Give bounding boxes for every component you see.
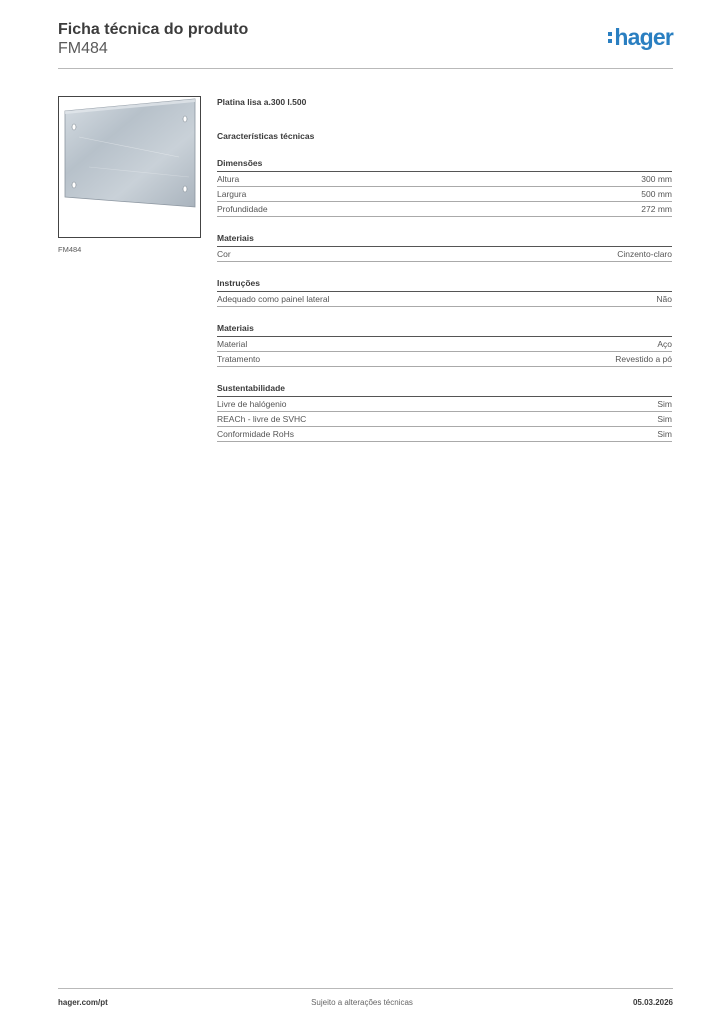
product-image [58, 96, 201, 238]
footer-date: 05.03.2026 [632, 998, 673, 1007]
spec-row [217, 337, 672, 352]
specs-title: Características técnicas [217, 131, 315, 141]
spec-section-dimensions [217, 157, 672, 217]
spec-row [217, 412, 672, 427]
spec-value: Cinzento-claro [617, 249, 672, 259]
spec-label: Conformidade RoHs [217, 429, 295, 439]
hager-logo [608, 26, 673, 49]
spec-value: Sim [657, 414, 672, 424]
section-heading: Materiais [217, 232, 672, 247]
spec-value: 272 mm [641, 204, 672, 214]
document-title: Ficha técnica do produto [58, 21, 249, 38]
spec-value: Sim [657, 399, 672, 409]
page-header [58, 20, 673, 70]
spec-label: Tratamento [217, 354, 261, 364]
spec-label: Altura [217, 174, 240, 184]
footer-note: Sujeito a alterações técnicas [311, 998, 413, 1007]
spec-label: Profundidade [217, 204, 268, 214]
spec-section-materials [217, 322, 672, 367]
spec-label: REACh - livre de SVHC [217, 414, 307, 424]
spec-label: Largura [217, 189, 247, 199]
spec-row [217, 172, 672, 187]
spec-label: Cor [217, 249, 231, 259]
spec-value: 300 mm [641, 174, 672, 184]
spec-row [217, 352, 672, 367]
spec-value: Aço [657, 339, 672, 349]
spec-row [217, 397, 672, 412]
section-heading: Instruções [217, 277, 672, 292]
section-heading: Materiais [217, 322, 672, 337]
footer-website-link[interactable]: hager.com/pt [58, 998, 108, 1007]
spec-value: Sim [657, 429, 672, 439]
spec-row [217, 247, 672, 262]
spec-content [217, 96, 672, 442]
spec-value: Revestido a pó [615, 354, 672, 364]
spec-section-sustainability [217, 382, 672, 442]
spec-label: Livre de halógenio [217, 399, 287, 409]
spec-section-instructions [217, 277, 672, 307]
section-heading: Sustentabilidade [217, 382, 672, 397]
metal-plate-image [59, 97, 200, 237]
spec-row [217, 427, 672, 442]
logo-wordmark: hager [614, 24, 673, 50]
section-heading: Dimensões [217, 157, 672, 172]
spec-row [217, 202, 672, 217]
footer-divider [58, 988, 673, 989]
spec-value: Não [656, 294, 672, 304]
image-caption: FM484 [58, 245, 82, 254]
spec-label: Adequado como painel lateral [217, 294, 330, 304]
spec-row [217, 292, 672, 307]
product-name: Platina lisa a.300 l.500 [217, 97, 307, 107]
product-code: FM484 [58, 40, 108, 57]
spec-section-materials-color [217, 232, 672, 262]
spec-label: Material [217, 339, 248, 349]
spec-row [217, 187, 672, 202]
logo-dots-icon [608, 32, 612, 43]
header-divider [58, 68, 673, 69]
spec-value: 500 mm [641, 189, 672, 199]
